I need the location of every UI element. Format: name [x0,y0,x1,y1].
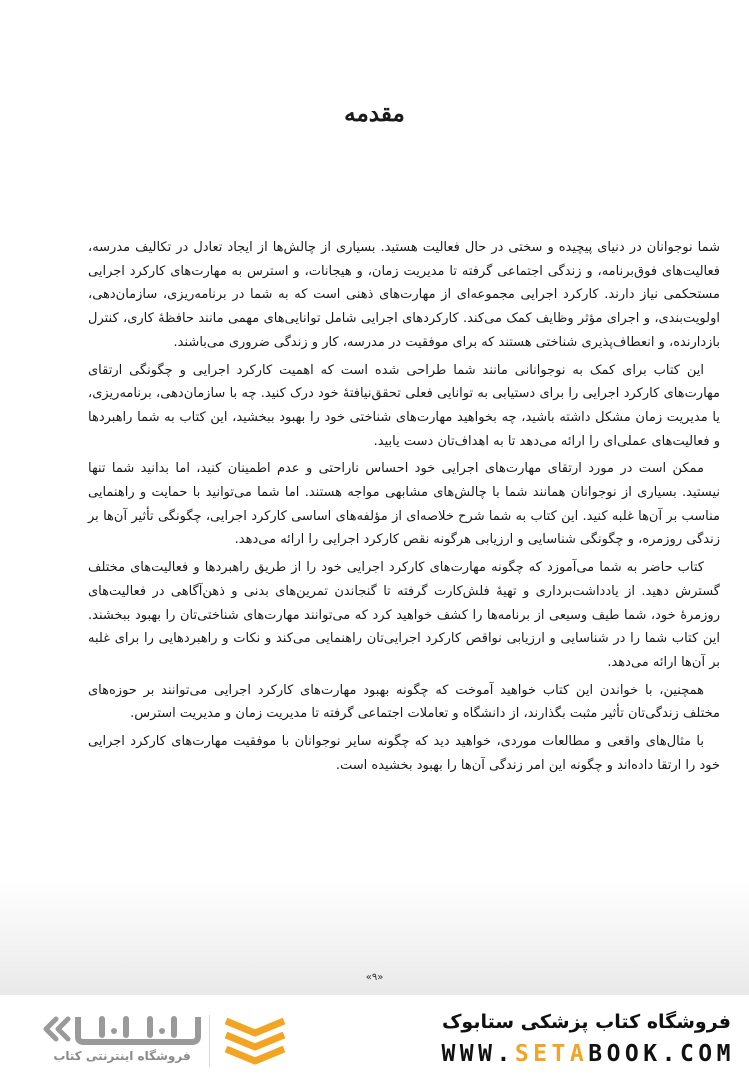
stacked-books-logo-icon [218,1011,292,1069]
logo-divider [209,1015,210,1067]
store-logo[interactable] [34,1009,294,1071]
setabook-wordmark-logo [42,1011,202,1047]
paragraph: با مثال‌های واقعی و مطالعات موردی، خواهید دید که چگونه سایر نوجوانان با موفقیت مهارت‌های کارکرد اجرایی خود را ارتقا داده‌اند و چگونه این امر زندگی آن‌ها را بهبود بخشیده است. [88,734,720,773]
url-suffix: BOOK.COM [588,1041,735,1067]
paragraph: این کتاب برای کمک به نوجوانانی مانند شما طراحی شده است که اهمیت کارکرد اجرایی و چگونگی ارتقای مهارت‌های کارکرد اجرایی را برای دستیابی به توانایی فعلی تحقق‌نیافتهٔ خود درک کنید. چه با سازمان‌دهی، برنامه‌ریزی، یا مدیریت زمان مشکل داشته باشید، چه بخواهید مهارت‌های شناختی خود را بهبود ببخشید، این کتاب به شما راهبردها و فعالیت‌های عملی‌ای را ارائه می‌دهد تا به اهداف‌تان دست یابید. [88,362,720,449]
page-number: «۹» [365,972,384,983]
store-url-link[interactable] [441,1041,735,1067]
store-title: فروشگاه کتاب پزشکی ستابوک [441,1011,731,1033]
paragraph: همچنین، با خواندن این کتاب خواهید آموخت که چگونه بهبود مهارت‌های کارکرد اجرایی می‌توانند بر حوزه‌های مختلف زندگی‌تان تأثیر مثبت بگذارند، از دانشگاه و تعاملات اجتماعی گرفته تا مدیریت زمان و مدیریت استرس. [88,682,720,722]
url-accent: SETA [514,1041,589,1067]
logo-subtitle: فروشگاه اینترنتی کتاب [53,1049,191,1063]
store-footer-banner [0,995,749,1079]
paragraph: ممکن است در مورد ارتقای مهارت‌های اجرایی خود احساس ناراحتی و عدم اطمینان کنید، اما بدانید شما تنها نیستید. بسیاری از نوجوانان همانند شما با چالش‌های مشابهی مواجه هستند. اما شما می‌توانید با حمایت و راهنمایی مناسب بر آن‌ها غلبه کنید. این کتاب به شما شرح خلاصه‌ای از مؤلفه‌های اساسی کارکرد اجرایی، چگونگی تأثیر آن‌ها بر زندگی روزمره، و چگونگی شناسایی و ارزیابی هرگونه نقص کارکرد اجرایی را ارائه می‌دهد. [88,461,720,548]
url-prefix: WWW. [441,1041,515,1067]
paragraph: کتاب حاضر به شما می‌آموزد که چگونه مهارت‌های کارکرد اجرایی خود را از طریق راهبردها و فعالیت‌های مختلف گسترش دهید. از یادداشت‌برداری و تهیهٔ فلش‌کارت گرفته تا گنجاندن تمرین‌های بدنی و ذهن‌آگاهی در فعالیت‌های روزمرهٔ خود، شما طیف وسیعی از برنامه‌ها را کشف خواهید کرد که می‌توانند مهارت‌های شناختی‌تان را بهبود ببخشند. این کتاب شما را در شناسایی و ارزیابی نواقص کارکرد اجرایی‌تان راهنمایی می‌کند و نکات و راهبردهایی را برای غلبه بر آن‌ها ارائه می‌دهد. [88,560,720,670]
body-text [88,236,720,781]
page-title: مقدمه [344,100,405,127]
paragraph: شما نوجوانان در دنیای پیچیده و سختی در حال فعالیت هستید. بسیاری از چالش‌ها از ایجاد تعادل در تکالیف مدرسه، فعالیت‌های فوق‌برنامه، و زندگی اجتماعی گرفته تا مدیریت زمان، و هیجانات، و استرس به مهارت‌های کارکرد اجرایی مستحکمی نیاز دارند. کارکرد اجرایی مجموعه‌ای از مهارت‌های ذهنی است که به شما در برنامه‌ریزی، سازمان‌دهی، اولویت‌بندی، و اجرای مؤثر وظایف کمک می‌کند. کارکردهای اجرایی شامل توانایی‌های مهمی مانند حافظهٔ کاری، کنترل بازدارنده، و انعطاف‌پذیری شناختی هستند که برای موفقیت در مدرسه، کار و زندگی ضروری می‌باشند. [88,240,720,350]
